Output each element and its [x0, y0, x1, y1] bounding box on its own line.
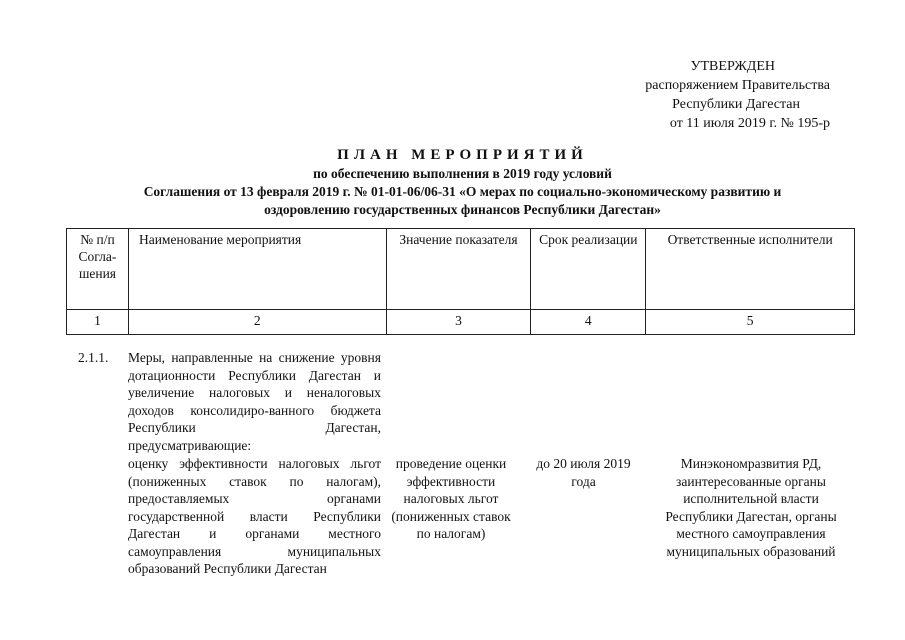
- plan-agreement-line2: оздоровлению государственных финансов Республики Дагестан»: [264, 202, 661, 217]
- section-row: [66, 345, 855, 455]
- header-indicator: Значение показателя: [386, 229, 531, 310]
- header-number: № п/п Согла-шения: [67, 229, 129, 310]
- measure-name: оценку эффективности налоговых льгот (пониженных ставок по налогам), предоставляемых органами государственной власти Республики Дагестан и органами местного самоуправления муниципальных образований Республики Дагестан: [128, 456, 381, 576]
- plan-body: [66, 345, 855, 576]
- column-number: 2: [128, 310, 386, 335]
- plan-subtitle: по обеспечению выполнения в 2019 году условий: [313, 166, 612, 181]
- measure-indicator: проведение оценки эффективности налоговых льгот (пониженных ставок по налогам): [391, 456, 511, 541]
- approval-region: Республики Дагестан: [672, 97, 800, 112]
- header-responsible: Ответственные исполнители: [646, 229, 855, 310]
- approval-title: УТВЕРЖДЕН: [690, 59, 775, 74]
- approval-stamp: [645, 57, 830, 133]
- table-header-row: [67, 229, 855, 310]
- column-number: 5: [646, 310, 855, 335]
- approval-date: от 11 июля 2019 г. № 195-р: [669, 116, 830, 131]
- approval-by: распоряжением Правительства: [645, 78, 830, 93]
- column-number: 1: [67, 310, 129, 335]
- column-number: 3: [386, 310, 531, 335]
- header-name: Наименование мероприятия: [128, 229, 386, 310]
- plan-table: [66, 228, 855, 335]
- plan-agreement-line1: Соглашения от 13 февраля 2019 г. № 01-01-06/06-31 «О мерах по социально-экономическому развитию и: [143, 184, 782, 199]
- column-number: 4: [531, 310, 646, 335]
- section-index: 2.1.1.: [78, 350, 109, 365]
- document-title: [0, 145, 905, 219]
- section-text: Меры, направленные на снижение уровня дотационности Республики Дагестан и увеличение налоговых и неналоговых доходов консолидиро-ванного бюджета Республики Дагестан, предусматривающие:: [128, 350, 381, 453]
- plan-heading: ПЛАН МЕРОПРИЯТИЙ: [337, 147, 588, 163]
- measure-deadline: до 20 июля 2019 года: [536, 456, 631, 489]
- measure-responsible: Минэкономразвития РД, заинтересованные органы исполнительной власти Республики Дагестан, органы местного самоуправления муниципальных образований: [665, 456, 837, 559]
- header-deadline: Срок реализации: [531, 229, 646, 310]
- column-number-row: [67, 310, 855, 335]
